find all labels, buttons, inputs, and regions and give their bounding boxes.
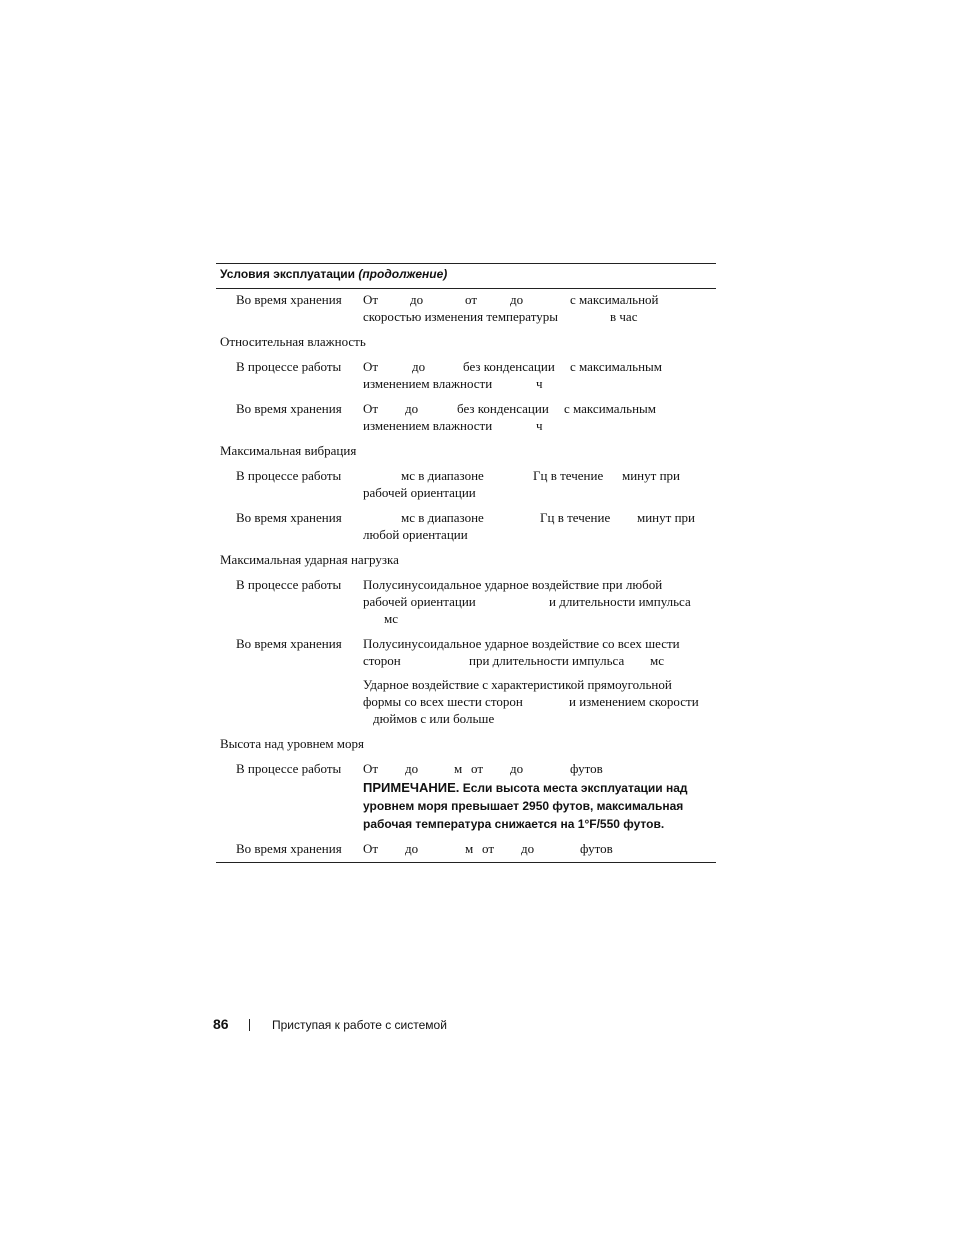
value-text: до xyxy=(510,292,524,307)
note-keyword: ПРИМЕЧАНИЕ. xyxy=(363,780,460,795)
row-label: Во время хранения xyxy=(236,510,342,525)
row-label: Во время хранения xyxy=(236,841,342,856)
value-text: рабочей ориентации xyxy=(363,485,476,500)
value-text: ч xyxy=(536,418,543,433)
value-text: и изменением скорости xyxy=(569,694,699,709)
value-text: до xyxy=(405,761,419,776)
value-text: дюймов с или больше xyxy=(373,711,495,726)
value-text: мс xyxy=(384,611,398,626)
value-text: футов xyxy=(580,841,613,856)
value-text: до xyxy=(410,292,424,307)
table-title xyxy=(220,267,447,281)
value-text: минут при xyxy=(622,468,680,483)
value-text: сторон xyxy=(363,653,401,668)
value-text: мс в диапазоне xyxy=(401,468,484,483)
value-text: От xyxy=(363,401,379,416)
value-text: от xyxy=(471,761,484,776)
section-heading-humidity: Относительная влажность xyxy=(220,334,366,349)
table-title-text: Условия эксплуатации xyxy=(220,267,355,281)
value-text: Гц в течение xyxy=(533,468,604,483)
row-label: В процессе работы xyxy=(236,577,342,592)
table-bottom-rule xyxy=(216,862,716,863)
value-text: с максимальной xyxy=(570,292,659,307)
value-text: без конденсации xyxy=(463,359,555,374)
value-text: от xyxy=(465,292,478,307)
row-label: В процессе работы xyxy=(236,359,342,374)
value-text: футов xyxy=(570,761,603,776)
value-text: От xyxy=(363,761,379,776)
value-text: рабочей ориентации xyxy=(363,594,476,609)
value-text: Полусинусоидальное ударное воздействие при любой xyxy=(363,577,663,592)
value-text: м xyxy=(465,841,474,856)
value-text: От xyxy=(363,292,379,307)
value-text: в час xyxy=(610,309,638,324)
note-line xyxy=(363,779,688,797)
value-text: до xyxy=(412,359,426,374)
value-text: м xyxy=(454,761,463,776)
note-line: уровнем моря превышает 2950 футов, максимальная xyxy=(363,799,684,813)
section-heading-altitude: Высота над уровнем моря xyxy=(220,736,365,751)
note-block xyxy=(363,779,688,833)
value-text: до xyxy=(510,761,524,776)
row-label: В процессе работы xyxy=(236,468,342,483)
value-text: до xyxy=(405,401,419,416)
value-text: любой ориентации xyxy=(363,527,468,542)
row-label: Во время хранения xyxy=(236,401,342,416)
value-text: Ударное воздействие с характеристикой прямоугольной xyxy=(363,677,672,692)
value-text: изменением влажности xyxy=(363,376,493,391)
value-text: От xyxy=(363,359,379,374)
section-heading-vibration: Максимальная вибрация xyxy=(220,443,357,458)
table-top-rule xyxy=(216,263,716,264)
note-line: рабочая температура снижается на 1°F/550 футов. xyxy=(363,817,665,831)
value-text: ч xyxy=(536,376,543,391)
chapter-title: Приступая к работе с системой xyxy=(272,1018,447,1032)
value-text: изменением влажности xyxy=(363,418,493,433)
value-text: и длительности импульса xyxy=(549,594,691,609)
value-text: скоростью изменения температуры xyxy=(363,309,558,324)
row-label: В процессе работы xyxy=(236,761,342,776)
footer-separator xyxy=(249,1019,250,1031)
value-text: Гц в течение xyxy=(540,510,611,525)
value-text: минут при xyxy=(637,510,695,525)
table-header-rule xyxy=(216,288,716,289)
value-text: формы со всех шести сторон xyxy=(363,694,523,709)
table-title-continuation: (продолжение) xyxy=(358,267,448,281)
note-text: Если высота места эксплуатации над xyxy=(462,781,688,795)
row-label: Во время хранения xyxy=(236,292,342,307)
section-heading-shock: Максимальная ударная нагрузка xyxy=(220,552,399,567)
page-number: 86 xyxy=(213,1016,229,1032)
value-text: от xyxy=(482,841,495,856)
value-text: до xyxy=(521,841,535,856)
value-text: до xyxy=(405,841,419,856)
value-text: мс в диапазоне xyxy=(401,510,484,525)
value-text: От xyxy=(363,841,379,856)
value-text: мс xyxy=(650,653,664,668)
value-text: с максимальным xyxy=(570,359,663,374)
value-text: при длительности импульса xyxy=(469,653,625,668)
value-text: без конденсации xyxy=(457,401,549,416)
row-label: Во время хранения xyxy=(236,636,342,651)
value-text: Полусинусоидальное ударное воздействие со всех шести xyxy=(363,636,680,651)
value-text: с максимальным xyxy=(564,401,657,416)
